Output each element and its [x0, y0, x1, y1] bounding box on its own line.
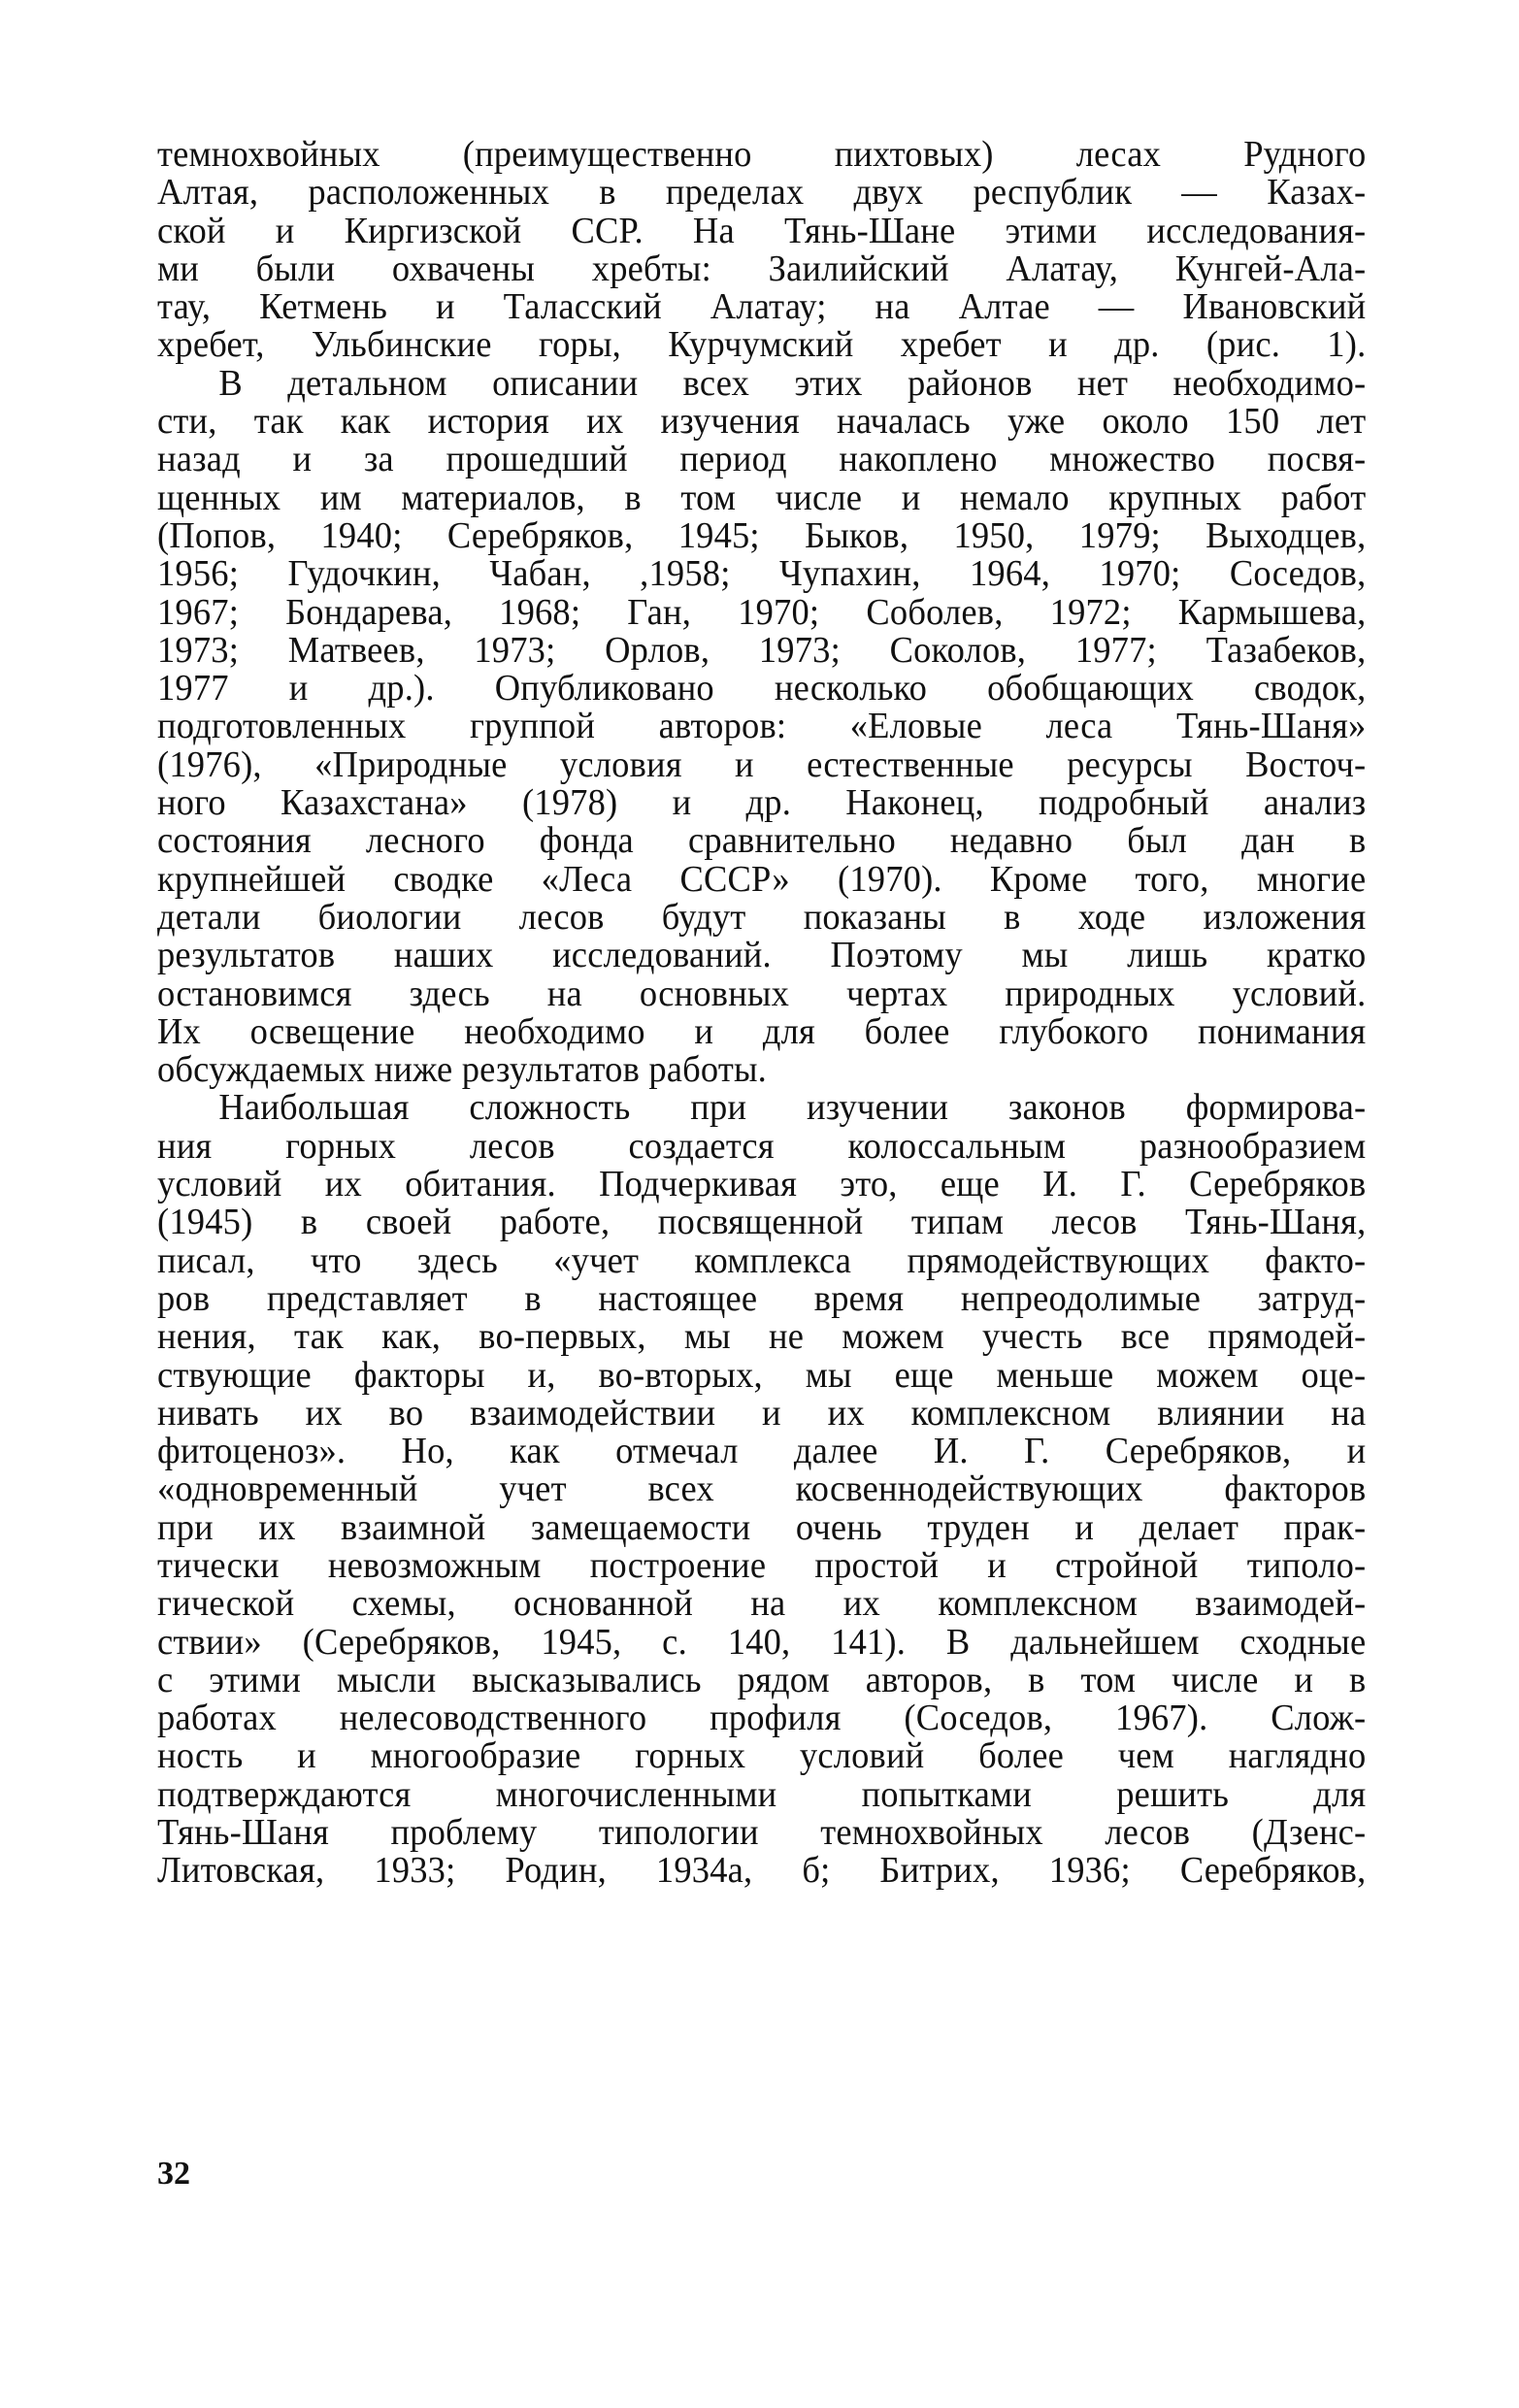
text-line: 1956; Гудочкин, Чабан, ,1958; Чупахин, 1964, 1970; Соседов, — [157, 553, 1367, 595]
text-line: состояния лесного фонда сравнительно недавно был дан в — [157, 820, 1367, 862]
text-line: хребет, Ульбинские горы, Курчумский хребет и др. (рис. 1). — [157, 324, 1367, 366]
text-line: «одновременный учет всех косвеннодействующих факторов — [157, 1468, 1367, 1510]
text-line: тау, Кетмень и Таласский Алатау; на Алтае — Ивановский — [157, 286, 1367, 328]
text-line: ми были охвачены хребты: Заилийский Алатау, Кунгей-Ала- — [157, 247, 1367, 289]
text-line: с этими мысли высказывались рядом авторов, в том числе и в — [157, 1659, 1367, 1700]
text-line: Алтая, расположенных в пределах двух республик — Казах- — [157, 172, 1367, 214]
page-body — [157, 136, 1366, 1891]
text-line: детали биологии лесов будут показаны в ходе изложения — [157, 896, 1367, 938]
text-line: темнохвойных (преимущественно пихтовых) лесах Рудного — [157, 134, 1367, 175]
text-line: ствующие факторы и, во-вторых, мы еще меньше можем оце- — [157, 1354, 1367, 1396]
text-line: писал, что здесь «учет комплекса прямодействующих факто- — [157, 1239, 1367, 1281]
text-line: ров представляет в настоящее время непреодолимые затруд- — [157, 1277, 1367, 1319]
text-line: Наибольшая сложность при изучении законов формирова- — [218, 1087, 1367, 1129]
text-line: Тянь-Шаня проблему типологии темнохвойных лесов (Дзенс- — [157, 1812, 1367, 1854]
page-number: 32 — [157, 2156, 190, 2192]
text-line: (1945) в своей работе, посвященной типам лесов Тянь-Шаня, — [157, 1202, 1367, 1243]
text-line: нивать их во взаимодействии и их комплексном влиянии на — [157, 1392, 1367, 1434]
text-line: ской и Киргизской ССР. На Тянь-Шане этими исследования- — [157, 210, 1367, 251]
text-line: сти, так как история их изучения началась уже около 150 лет — [157, 401, 1367, 443]
text-line: (Попов, 1940; Серебряков, 1945; Быков, 1950, 1979; Выходцев, — [157, 514, 1367, 556]
text-line: нения, так как, во-первых, мы не можем учесть все прямодей- — [157, 1316, 1367, 1358]
text-line: назад и за прошедший период накоплено множество посвя- — [157, 439, 1367, 480]
text-line: 1967; Бондарева, 1968; Ган, 1970; Соболев, 1972; Кармышева, — [157, 591, 1367, 633]
text-line: ность и многообразие горных условий более чем наглядно — [157, 1735, 1367, 1777]
text-line: условий их обитания. Подчеркивая это, еще И. Г. Серебряков — [157, 1164, 1367, 1205]
text-line: (1976), «Природные условия и естественные ресурсы Восточ- — [157, 743, 1367, 785]
paragraph-2 — [157, 362, 1367, 1091]
paragraph-1 — [157, 136, 1366, 365]
text-line: ствии» (Серебряков, 1945, с. 140, 141). В дальнейшем сходные — [157, 1621, 1367, 1663]
text-line: гической схемы, основанной на их комплексном взаимодей- — [157, 1583, 1367, 1625]
text-line: 1973; Матвеев, 1973; Орлов, 1973; Соколов, 1977; Тазабеков, — [157, 629, 1367, 671]
text-line: щенных им материалов, в том числе и немало крупных работ — [157, 477, 1367, 518]
text-line: 1977 и др.). Опубликовано несколько обобщающих сводок, — [157, 668, 1367, 709]
text-line: обсуждаемых ниже результатов работы. — [157, 1049, 767, 1091]
text-line: Их освещение необходимо и для более глубокого понимания — [157, 1010, 1367, 1052]
text-line: при их взаимной замещаемости очень труден и делает прак- — [157, 1506, 1367, 1548]
text-line: тически невозможным построение простой и стройной типоло- — [157, 1544, 1367, 1586]
text-line: результатов наших исследований. Поэтому мы лишь кратко — [157, 935, 1367, 976]
text-line: подготовленных группой авторов: «Еловые леса Тянь-Шаня» — [157, 706, 1367, 747]
text-line: фитоценоз». Но, как отмечал далее И. Г. Серебряков, и — [157, 1431, 1367, 1472]
text-line: работах нелесоводственного профиля (Соседов, 1967). Слож- — [157, 1698, 1367, 1739]
text-line: остановимся здесь на основных чертах природных условий. — [157, 973, 1367, 1014]
paragraph-3 — [157, 1089, 1366, 1890]
text-line: В детальном описании всех этих районов нет необходимо- — [218, 362, 1367, 404]
text-line: ного Казахстана» (1978) и др. Наконец, подробный анализ — [157, 782, 1367, 824]
text-line: ния горных лесов создается колоссальным разнообразием — [157, 1125, 1367, 1167]
text-line: Литовская, 1933; Родин, 1934а, б; Битрих, 1936; Серебряков, — [157, 1850, 1367, 1892]
text-line: крупнейшей сводке «Леса СССР» (1970). Кроме того, многие — [157, 858, 1367, 900]
text-line: подтверждаются многочисленными попытками решить для — [157, 1773, 1367, 1815]
